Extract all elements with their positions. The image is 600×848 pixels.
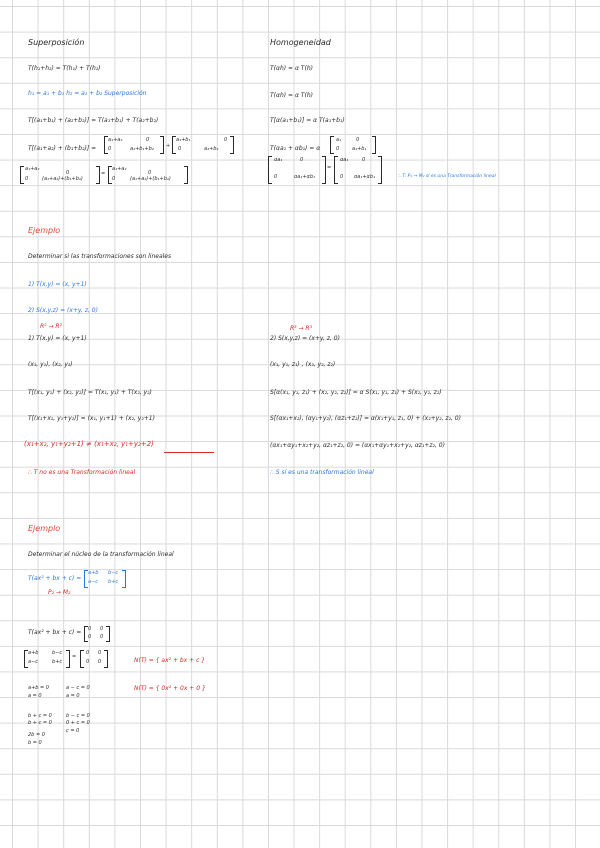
system-2-b-eq-3: c = 0 xyxy=(66,728,80,734)
system-1-b-eq-2: a = 0 xyxy=(66,693,80,699)
superposition-line-1: T(h₁+h₂) = T(h₁) + T(h₂) xyxy=(28,65,101,72)
matrix-bracket xyxy=(20,166,24,184)
matrix-bracket xyxy=(66,650,70,668)
superposition-heading: Superposición xyxy=(28,38,85,47)
example2-definition: T(ax² + bx + c) = xyxy=(28,575,82,582)
matrix-cell: 0 xyxy=(86,659,90,665)
matrix-cell: a₁+a₂ xyxy=(112,166,127,172)
underline-mark xyxy=(164,452,214,453)
matrix-cell: 0 xyxy=(146,137,150,143)
matrix-cell: αa₁+αb₁ xyxy=(354,174,376,180)
matrix-cell: 0 xyxy=(100,626,104,632)
example1-left-line-5: (x₁+x₂, y₁+y₂+1) ≠ (x₁+x₂, y₁+y₂+2) xyxy=(24,440,154,448)
superposition-line-2: h₁ = a₁ + b₁ h₂ = a₂ + b₂ Superposición xyxy=(28,90,147,97)
matrix-bracket xyxy=(122,570,126,588)
matrix-cell: (a₁+a₂)+(b₁+b₂) xyxy=(42,176,83,182)
matrix-cell: 0 xyxy=(98,650,102,656)
system-2-a-eq-3: 2b = 0 xyxy=(28,732,45,738)
example2-nucleus-2: N(T) = { 0x² + 0x + 0 } xyxy=(134,685,206,692)
example2-map: P₂ → M₂ xyxy=(48,589,71,596)
matrix-bracket xyxy=(322,156,326,184)
matrix-bracket xyxy=(372,136,376,154)
example1-map-right: R³ → R³ xyxy=(290,325,312,332)
matrix-cell: 0 xyxy=(88,634,92,640)
example1-right-conclusion: ∴ S sí es una transformación lineal xyxy=(270,469,374,476)
matrix-cell: a₂+b₁+b₂ xyxy=(130,146,154,152)
example2-heading: Ejemplo xyxy=(28,524,61,533)
matrix-bracket xyxy=(106,626,110,642)
example1-right-line-5: (αx₁+αy₁+x₂+y₂, αz₁+z₂, 0) = (αx₁+αy₁+x₂+y₂, αz₁+z₂, 0) xyxy=(270,442,445,449)
system-2-a-eq-2: b + c = 0 xyxy=(28,720,52,726)
homogeneity-line-3: T[α(a₁+b₁)] = α T(a₁+b₁) xyxy=(270,117,345,124)
matrix-cell: a₁+b₁ xyxy=(352,146,367,152)
equals-sign: = xyxy=(327,165,332,171)
equals-sign: = xyxy=(101,171,106,177)
matrix-cell: αa₁ xyxy=(340,157,349,163)
example2-kernel-line: T(ax² + bx + c) = xyxy=(28,629,82,636)
homogeneity-line-1: T(αh) = α T(h) xyxy=(270,65,313,72)
matrix-cell: 0 xyxy=(274,174,278,180)
matrix-cell: a₁+a₂ xyxy=(25,166,40,172)
example1-given-1: 1) T(x,y) = (x, y+1) xyxy=(28,281,87,288)
system-1-a-eq-2: a = 0 xyxy=(28,693,42,699)
example1-right-line-3: S[α(x₁, y₁, z₁) + (x₂, y₂, z₂)] = α S(x₁, y₁, z₁) + S(x₂, y₂, z₂) xyxy=(270,389,442,396)
homogeneity-line-2: T(αh) = α T(h) xyxy=(270,92,313,99)
matrix-cell: 0 xyxy=(100,634,104,640)
system-2-a-eq-1: b + c = 0 xyxy=(28,713,52,719)
matrix-bracket xyxy=(184,166,188,184)
matrix-cell: a₁ xyxy=(336,137,342,143)
matrix-cell: 0 xyxy=(86,650,90,656)
example1-left-conclusion: ∴ T no es una Transformación lineal xyxy=(28,469,136,476)
matrix-bracket xyxy=(378,156,382,184)
matrix-cell: a−c xyxy=(28,659,39,665)
matrix-cell: 0 xyxy=(336,146,340,152)
system-2-a-eq-4: b = 0 xyxy=(28,740,42,746)
matrix-cell: 0 xyxy=(112,176,116,182)
matrix-cell: a₁+a₂ xyxy=(108,137,123,143)
matrix-cell: b+c xyxy=(52,659,63,665)
homogeneity-heading: Homogeneidad xyxy=(270,38,331,47)
matrix-cell: 0 xyxy=(300,157,304,163)
matrix-cell: a−c xyxy=(88,579,99,585)
matrix-cell: 0 xyxy=(178,146,182,152)
matrix-cell: 0 xyxy=(88,626,92,632)
matrix-cell: 0 xyxy=(108,146,112,152)
matrix-cell: 0 xyxy=(66,170,70,176)
equals-sign: = xyxy=(72,654,77,660)
example2-prompt: Determinar el núcleo de la transformación lineal xyxy=(28,551,174,558)
system-2-b-eq-2: 0 + c = 0 xyxy=(66,720,90,726)
example1-prompt: Determinar si las transformaciones son lineales xyxy=(28,253,172,260)
matrix-cell: a+b xyxy=(88,570,99,576)
matrix-cell: αa₁+αb₁ xyxy=(294,174,316,180)
matrix-cell: 0 xyxy=(356,137,360,143)
system-1-a-eq-1: a+b = 0 xyxy=(28,685,49,691)
example1-map-left: R² → R² xyxy=(40,323,62,330)
example1-right-line-4: S[(αx₁+x₂), (αy₁+y₂), (αz₁+z₂)] = α(x₁+y₁, z₁, 0) + (x₂+y₂, z₂, 0) xyxy=(270,415,461,422)
matrix-cell: b+c xyxy=(108,579,119,585)
matrix-cell: a₂+b₂ xyxy=(204,146,219,152)
homogeneity-line-4: T(αa₁ + αb₁) = α xyxy=(270,145,321,152)
matrix-cell: b−c xyxy=(52,650,63,656)
homogeneity-conclusion: ∴ T: P₁ → M₂ sí es una Transformación lineal xyxy=(398,174,496,179)
example1-left-line-4: T[(x₁+x₂, y₁+y₂)] = (x₁, y₁+1) + (x₂, y₂+1) xyxy=(28,415,155,422)
matrix-bracket xyxy=(80,650,84,668)
matrix-bracket xyxy=(160,136,164,154)
matrix-bracket xyxy=(268,156,272,184)
example1-given-2: 2) S(x,y,z) = (x+y, z, 0) xyxy=(28,307,98,314)
matrix-cell: 0 xyxy=(148,170,152,176)
example1-left-line-3: T[(x₁, y₁) + (x₂, y₂)] = T(x₁, y₁) + T(x₂, y₂) xyxy=(28,389,152,396)
example1-left-line-2: (x₁, y₁), (x₂, y₂) xyxy=(28,361,73,368)
system-1-b-eq-1: a − c = 0 xyxy=(66,685,90,691)
matrix-cell: αa₁ xyxy=(274,157,283,163)
matrix-cell: a₁+b₁ xyxy=(176,137,191,143)
example1-heading: Ejemplo xyxy=(28,226,61,235)
example1-left-line-1: 1) T(x,y) = (x, y+1) xyxy=(28,335,87,342)
matrix-cell: b−c xyxy=(108,570,119,576)
matrix-cell: 0 xyxy=(224,137,228,143)
superposition-line-4: T[(a₁+a₂) + (b₁+b₂)] = xyxy=(28,145,97,152)
superposition-line-3: T[(a₁+b₁) + (a₂+b₂)] = T(a₁+b₁) + T(a₂+b₂) xyxy=(28,117,159,124)
matrix-cell: 0 xyxy=(25,176,29,182)
matrix-cell: 0 xyxy=(340,174,344,180)
matrix-bracket xyxy=(334,156,338,184)
plus-sign: + xyxy=(166,143,171,149)
matrix-cell: a+b xyxy=(28,650,39,656)
matrix-bracket xyxy=(330,136,334,154)
example2-nucleus: N(T) = { ax² + bx + c } xyxy=(134,657,206,664)
matrix-bracket xyxy=(104,650,108,668)
example1-right-line-2: (x₁, y₁, z₁) , (x₂, y₂, z₂) xyxy=(270,361,336,368)
matrix-bracket xyxy=(96,166,100,184)
system-2-b-eq-1: b − c = 0 xyxy=(66,713,90,719)
matrix-cell: (a₁+a₂)+(b₁+b₂) xyxy=(130,176,171,182)
example1-right-line-1: 2) S(x,y,z) = (x+y, z, 0) xyxy=(270,335,340,342)
matrix-bracket xyxy=(230,136,234,154)
matrix-cell: 0 xyxy=(362,157,366,163)
matrix-cell: 0 xyxy=(98,659,102,665)
